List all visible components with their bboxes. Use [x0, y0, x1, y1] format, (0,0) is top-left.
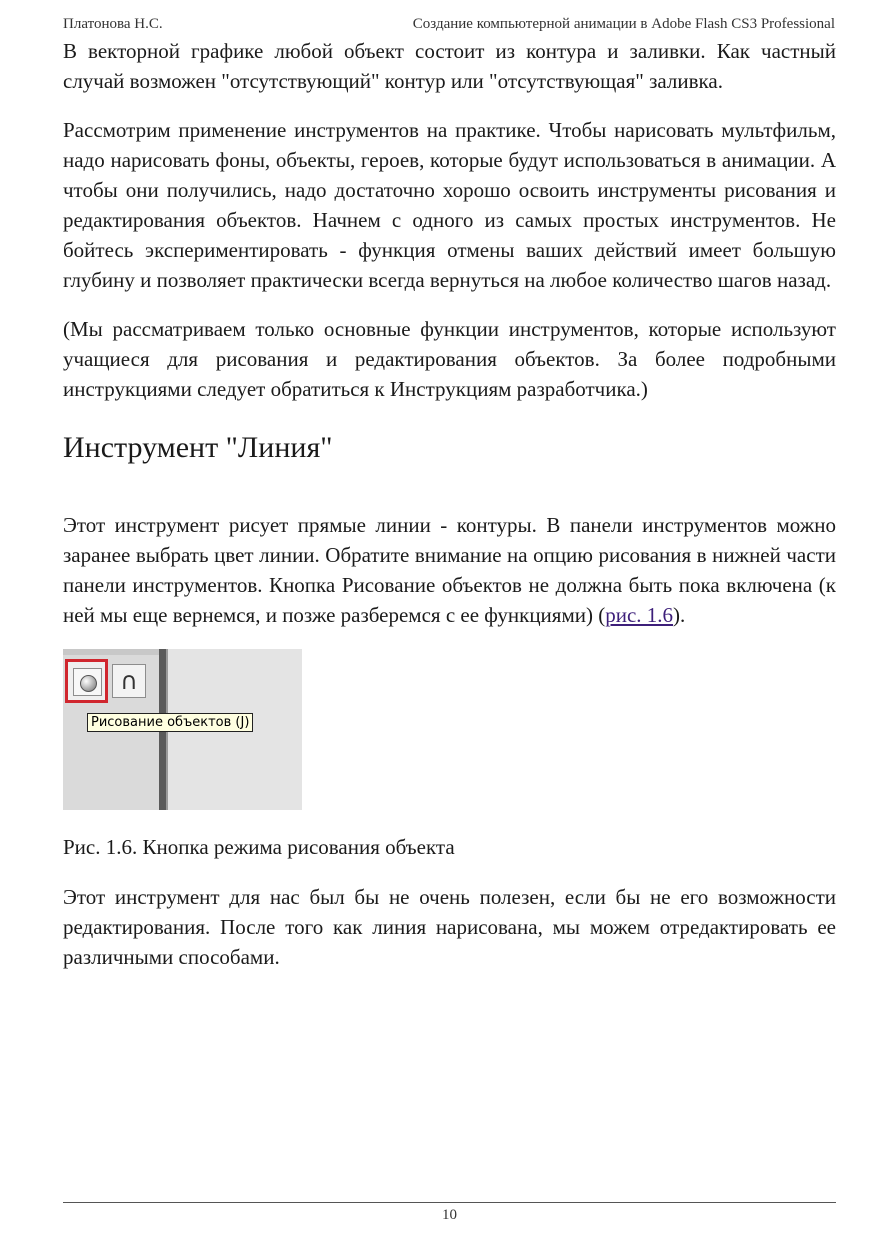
paragraph-line-tool-end: ).: [673, 603, 686, 627]
header-book-title: Создание компьютерной анимации в Adobe Flash CS3 Professional: [412, 16, 835, 32]
figure-reference-link[interactable]: рис. 1.6: [605, 603, 674, 627]
object-drawing-button[interactable]: [65, 659, 108, 703]
paragraph-vector-graphics: В векторной графике любой объект состоит из контура и заливки. Как частный случай возможен "отсутствующий" контур или "отсутствующая" заливка.: [63, 39, 836, 93]
page-content: [63, 36, 836, 991]
page-header: [63, 16, 835, 34]
paragraph-tools-practice: Рассмотрим применение инструментов на практике. Чтобы нарисовать мультфильм, надо нарисовать фоны, объекты, героев, которые будут использоваться в анимации. А чтобы они получились, надо достаточно хорошо освоить инструменты рисования и редактирования объектов. Начнем с одного из самых простых инструментов. Не бойтесь экспериментировать - функция отмены ваших действий имеет большую глубину и позволяет практически всегда вернуться на любое количество шагов назад.: [63, 118, 836, 292]
paragraph-note: (Мы рассматриваем только основные функции инструментов, которые используют учащиеся для рисования и редактирования объектов. За более подробными инструкциями следует обратиться к Инструкциям разработчика.): [63, 317, 836, 401]
section-heading-line-tool: Инструмент "Линия": [63, 431, 333, 464]
header-author: Платонова Н.С.: [63, 16, 163, 32]
paragraph-line-tool: [63, 510, 836, 630]
footer-rule: [63, 1202, 836, 1203]
paragraph-line-tool-text: Этот инструмент рисует прямые линии - контуры. В панели инструментов можно заранее выбрать цвет линии. Обратите внимание на опцию рисования в нижней части панели инструментов. Кнопка Рисование объектов не должна быть пока включена (к ней мы еще вернемся, и позже разберемся с ее функциями) (: [63, 513, 836, 627]
figure-object-drawing-button: [63, 649, 302, 810]
object-drawing-icon: [80, 675, 97, 692]
page-number: 10: [442, 1207, 457, 1223]
tooltip-object-drawing: Рисование объектов (J): [87, 713, 253, 732]
paragraph-editing: Этот инструмент для нас был бы не очень полезен, если бы не его возможности редактирования. После того как линия нарисована, мы можем отредактировать ее различными способами.: [63, 885, 836, 969]
magnet-icon: ∩: [120, 667, 138, 695]
figure-caption: Рис. 1.6. Кнопка режима рисования объекта: [63, 835, 455, 859]
snap-button[interactable]: [112, 664, 146, 698]
object-drawing-button-face: [73, 668, 102, 696]
tool-panel-top-strip: [63, 649, 159, 655]
